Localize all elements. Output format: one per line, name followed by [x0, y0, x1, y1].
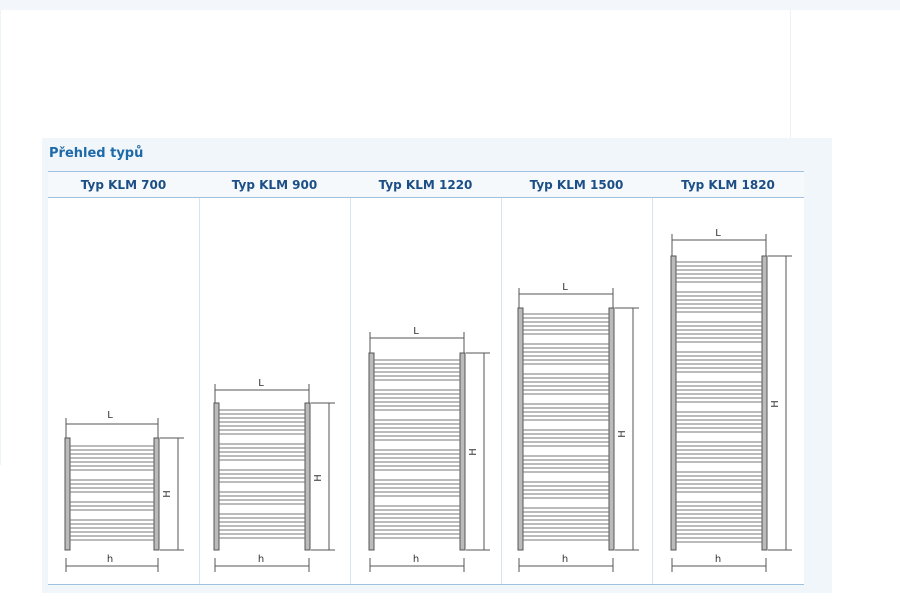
radiator-drawing [199, 198, 350, 584]
page-top-band [0, 0, 900, 10]
type-header: Typ KLM 900 [199, 172, 350, 198]
dimension-L-label: L [413, 326, 419, 337]
radiator-drawing [48, 198, 199, 584]
page-left-edge [0, 10, 1, 465]
type-header: Typ KLM 1220 [350, 172, 501, 198]
type-column-900 [199, 172, 351, 584]
dimension-L-label: L [107, 410, 113, 421]
dimension-h-label: h [714, 554, 722, 565]
radiator-drawing [501, 198, 652, 584]
types-table [48, 171, 804, 585]
dimension-H-label: H [617, 430, 628, 438]
dimension-H-label: H [770, 400, 781, 408]
radiator-drawing [652, 198, 804, 584]
dimension-L-label: L [562, 282, 568, 293]
dimension-H-label: H [162, 490, 173, 498]
radiator-drawing [350, 198, 501, 584]
type-header: Typ KLM 700 [48, 172, 199, 198]
dimension-H-label: H [468, 448, 479, 456]
dimension-h-label: h [561, 554, 569, 565]
page-right-block [790, 10, 900, 138]
dimension-h-label: h [412, 554, 420, 565]
type-header: Typ KLM 1500 [501, 172, 652, 198]
type-column-1820 [652, 172, 804, 584]
dimension-L-label: L [258, 378, 264, 389]
type-column-1500 [501, 172, 653, 584]
section-title: Přehled typů [49, 146, 144, 161]
type-column-1220 [350, 172, 502, 584]
dimension-H-label: H [313, 474, 324, 482]
dimension-h-label: h [257, 554, 265, 565]
dimension-L-label: L [715, 228, 721, 239]
dimension-h-label: h [106, 554, 114, 565]
type-header: Typ KLM 1820 [652, 172, 804, 198]
type-column-700 [48, 172, 200, 584]
